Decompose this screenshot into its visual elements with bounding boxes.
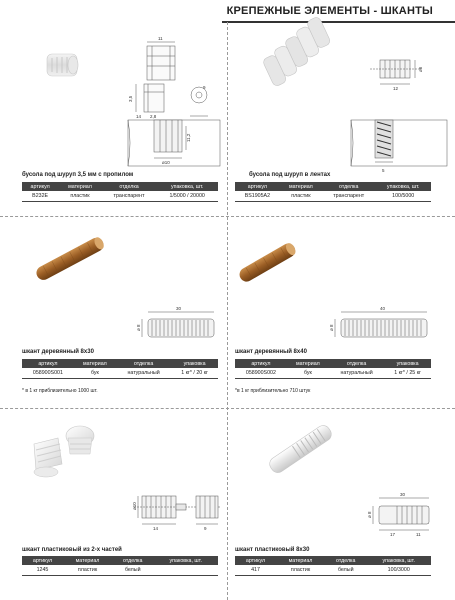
product-4-photo	[237, 241, 298, 284]
col-article: артикул	[22, 359, 74, 368]
product-card-5	[0, 408, 227, 600]
table-header-row	[22, 359, 218, 368]
cell-finish: натуральный	[116, 368, 171, 379]
product-3-spec-table	[22, 359, 218, 379]
product-2-drawing-section	[351, 120, 447, 166]
cell-pack: 1 кг* / 25 кг	[384, 368, 431, 379]
cell-material: бук	[287, 368, 329, 379]
col-article: артикул	[22, 556, 63, 565]
col-article: артикул	[235, 182, 280, 191]
cell-finish: транспарент	[102, 191, 157, 202]
table-header-row	[22, 556, 218, 565]
dim-14: 14	[136, 114, 142, 119]
cell-finish: белый	[112, 565, 153, 576]
cell-material: пластик	[63, 565, 112, 576]
product-card-4	[227, 216, 454, 408]
table-row	[22, 191, 218, 202]
product-1-spec-table	[22, 182, 218, 202]
col-finish: отделка	[116, 359, 171, 368]
col-material: материал	[287, 359, 329, 368]
dim-11: 11	[416, 532, 421, 537]
cell-pack: 1 кг* / 20 кг	[171, 368, 218, 379]
product-2-drawing-side	[370, 60, 420, 84]
table-row	[235, 565, 431, 576]
product-card-2	[227, 22, 454, 214]
cell-finish: белый	[325, 565, 366, 576]
cell-pack	[153, 565, 218, 576]
product-4-note: *в 1 кг приблизительно 710 штук	[235, 388, 311, 394]
product-1-photo	[47, 54, 78, 76]
table-header-row	[22, 182, 218, 191]
page-header	[0, 0, 455, 22]
product-3-drawing-side	[142, 312, 214, 337]
cell-article: 1245	[22, 565, 63, 576]
dim-3-5: 3,5	[128, 95, 133, 102]
dim-diam-6: ø6	[418, 66, 423, 72]
product-6-photo	[267, 423, 334, 475]
product-5-photo	[34, 426, 94, 477]
product-3-photo	[34, 235, 106, 282]
dim-diameter: ø 8	[367, 511, 372, 518]
dim-length: 40	[380, 306, 386, 311]
table-row	[235, 191, 431, 202]
table-header-row	[235, 556, 431, 565]
dim-11-2: 11,2	[186, 133, 191, 142]
cell-article: B232E	[22, 191, 58, 202]
product-1-title: бусола под шуруп 3,5 мм с пропилом	[22, 172, 134, 178]
col-material: материал	[74, 359, 116, 368]
product-3-drawing	[0, 216, 227, 408]
cell-material: бук	[74, 368, 116, 379]
col-article: артикул	[235, 359, 287, 368]
cell-article: BS1905A2	[235, 191, 280, 202]
product-1-drawing-top	[147, 42, 175, 80]
dim-5: 5	[382, 168, 385, 173]
product-6-drawing-side	[373, 498, 429, 530]
table-row	[22, 368, 218, 379]
col-finish: отделка	[322, 182, 375, 191]
cell-article: 058900S002	[235, 368, 287, 379]
dim-9: 9	[203, 85, 206, 90]
col-finish: отделка	[325, 556, 366, 565]
col-pack: упаковка, шт.	[153, 556, 218, 565]
product-card-1	[0, 22, 227, 214]
cell-material: пластик	[58, 191, 101, 202]
product-3-title: шкант деревянный 8х30	[22, 349, 94, 355]
product-card-6	[227, 408, 454, 600]
col-pack: упаковка	[171, 359, 218, 368]
cell-material: пластик	[276, 565, 325, 576]
table-header-row	[235, 359, 431, 368]
col-finish: отделка	[329, 359, 384, 368]
product-2-photo	[255, 16, 338, 87]
dim-14: 14	[153, 526, 159, 531]
product-4-title: шкант деревянный 8х40	[235, 349, 307, 355]
dim-length: 30	[176, 306, 182, 311]
dim-12: 12	[393, 86, 399, 91]
col-material: материал	[58, 182, 101, 191]
col-material: материал	[63, 556, 112, 565]
product-5-spec-table	[22, 556, 218, 576]
product-3-note: * в 1 кг приблизительно 1000 шт.	[22, 388, 98, 394]
col-material: материал	[280, 182, 322, 191]
col-pack: упаковка, шт.	[366, 556, 431, 565]
col-pack: упаковка	[384, 359, 431, 368]
product-2-title: бусола под шуруп в лентах	[249, 172, 331, 178]
product-6-title: шкант пластиковый 8х30	[235, 547, 310, 553]
product-1-drawing-section	[128, 120, 220, 166]
cell-pack: 100/5000	[375, 191, 431, 202]
dim-9: 9	[204, 526, 207, 531]
product-1-drawing-side	[136, 84, 208, 116]
dim-diameter: ø 8	[136, 324, 141, 331]
product-card-3	[0, 216, 227, 408]
dim-length: 30	[400, 492, 406, 497]
col-pack: упаковка, шт.	[156, 182, 218, 191]
product-4-drawing	[227, 216, 454, 408]
product-2-spec-table	[235, 182, 431, 202]
dim-diameter: ø 8	[329, 324, 334, 331]
page-title: КРЕПЕЖНЫЕ ЭЛЕМЕНТЫ - ШКАНТЫ	[226, 5, 433, 17]
col-finish: отделка	[112, 556, 153, 565]
dim-17: 17	[390, 532, 396, 537]
product-5-title: шкант пластиковый из 2-х частей	[22, 547, 122, 553]
dim-11: 11	[158, 36, 163, 41]
col-material: материал	[276, 556, 325, 565]
cell-pack: 100/3000	[366, 565, 431, 576]
col-finish: отделка	[102, 182, 157, 191]
dim-2-8: 2,8	[150, 114, 157, 119]
table-row	[22, 565, 218, 576]
cell-finish: натуральный	[329, 368, 384, 379]
table-row	[235, 368, 431, 379]
product-5-drawing-side	[134, 496, 220, 524]
product-4-spec-table	[235, 359, 431, 379]
cell-finish: транспарент	[322, 191, 375, 202]
dim-diam-10: ø10	[132, 502, 137, 510]
dim-diam-10: ø10	[162, 160, 170, 165]
product-6-spec-table	[235, 556, 431, 576]
cell-material: пластик	[280, 191, 322, 202]
cell-article: 417	[235, 565, 276, 576]
col-article: артикул	[22, 182, 58, 191]
cell-article: 058900S001	[22, 368, 74, 379]
product-4-drawing-side	[335, 312, 427, 337]
cell-pack: 1/5000 / 20000	[156, 191, 218, 202]
col-pack: упаковка, шт.	[375, 182, 431, 191]
table-header-row	[235, 182, 431, 191]
col-article: артикул	[235, 556, 276, 565]
